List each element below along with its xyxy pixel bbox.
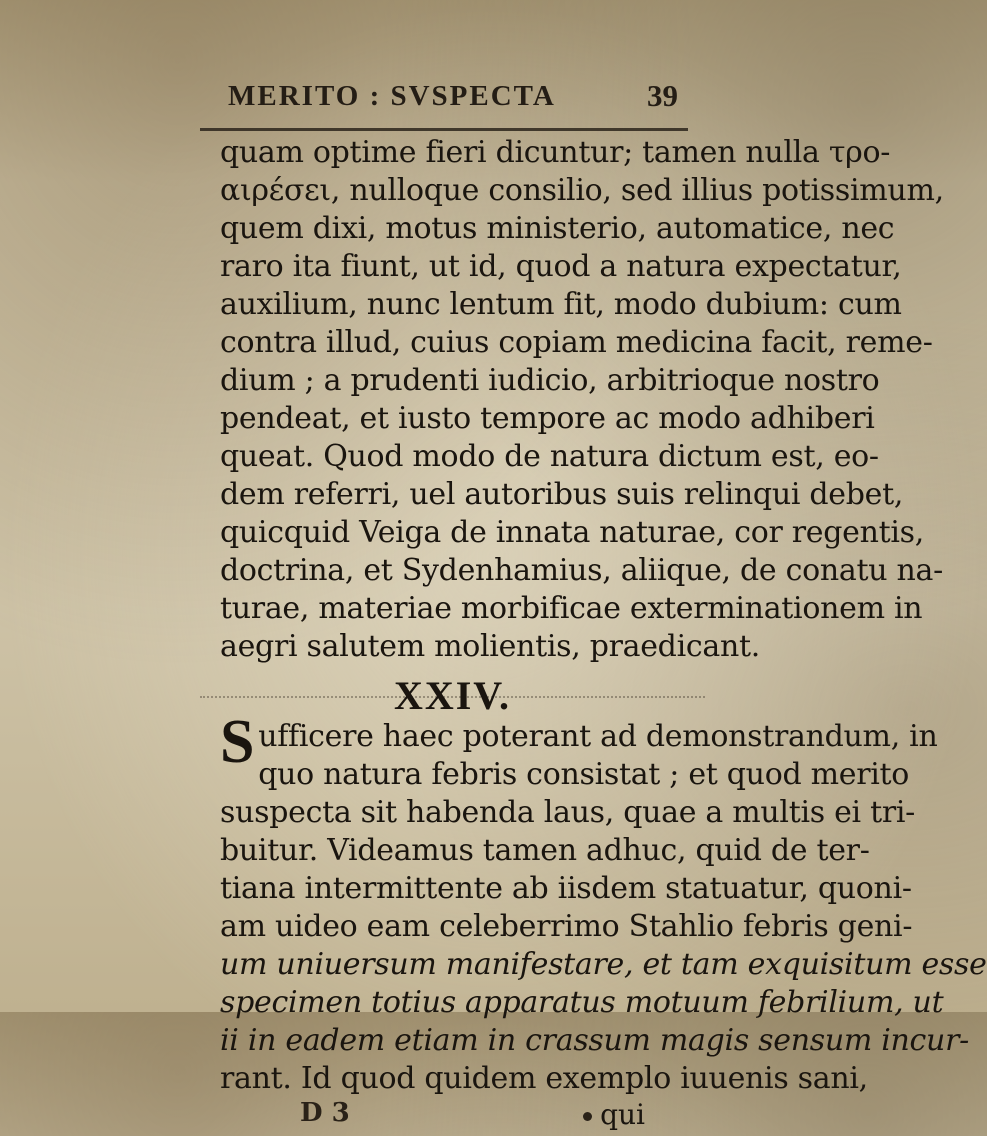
bullet-dot	[583, 1112, 592, 1121]
body-line: queat. Quod modo de natura dictum est, eo-	[220, 439, 879, 474]
body-line: ufficere haec poterant ad demonstrandum, in	[258, 719, 938, 754]
catchword-text: qui	[600, 1098, 645, 1131]
body-line: αιρέσει, nulloque consilio, sed illius potissimum,	[220, 173, 944, 208]
body-line: doctrina, et Sydenhamius, aliique, de conatu na-	[220, 553, 943, 588]
body-line-italic: specimen totius apparatus motuum febrilium, ut	[220, 985, 944, 1020]
body-line: quem dixi, motus ministerio, automatice, nec	[220, 211, 895, 246]
section-number: XXIV.	[393, 673, 512, 718]
body-line: pendeat, et iusto tempore ac modo adhiberi	[220, 401, 875, 436]
body-line-italic: ii in eadem etiam in crassum magis sensum incur-	[220, 1023, 969, 1058]
body-line: buitur. Videamus tamen adhuc, quid de ter-	[220, 833, 870, 868]
body-line: suspecta sit habenda laus, quae a multis ei tri-	[220, 795, 915, 830]
body-line: quam optime fieri dicuntur; tamen nulla τρο-	[220, 135, 891, 170]
running-head	[228, 80, 678, 120]
dropcap-letter: S	[220, 708, 255, 776]
body-line: raro ita fiunt, ut id, quod a natura expectatur,	[220, 249, 902, 284]
body-line: turae, materiae morbificae exterminationem in	[220, 591, 923, 626]
header-rule	[200, 128, 688, 131]
catchword	[583, 1098, 645, 1131]
body-line: auxilium, nunc lentum fit, modo dubium: cum	[220, 287, 902, 322]
body-line: dium ; a prudenti iudicio, arbitrioque nostro	[220, 363, 880, 398]
body-line: tiana intermittente ab iisdem statuatur, quoni-	[220, 871, 912, 906]
running-title: MERITO : SVSPECTA	[228, 80, 556, 112]
body-line: quo natura febris consistat ; et quod merito	[258, 757, 910, 792]
body-line: am uideo eam celeberrimo Stahlio febris geni-	[220, 909, 913, 944]
body-line: aegri salutem molientis, praedicant.	[220, 629, 760, 664]
body-line-italic: um uniuersum manifestare, et tam exquisitum esse	[220, 947, 987, 982]
page-footer	[200, 1098, 705, 1136]
body-line: rant. Id quod quidem exemplo iuuenis sani,	[220, 1061, 868, 1096]
body-line: contra illud, cuius copiam medicina facit, reme-	[220, 325, 933, 360]
text-block	[200, 134, 987, 1136]
page-number: 39	[647, 78, 678, 113]
body-line: dem referri, uel autoribus suis relinqui debet,	[220, 477, 904, 512]
body-line: quicquid Veiga de innata naturae, cor regentis,	[220, 515, 924, 550]
signature-mark: D 3	[300, 1098, 350, 1128]
section-heading	[200, 674, 705, 718]
